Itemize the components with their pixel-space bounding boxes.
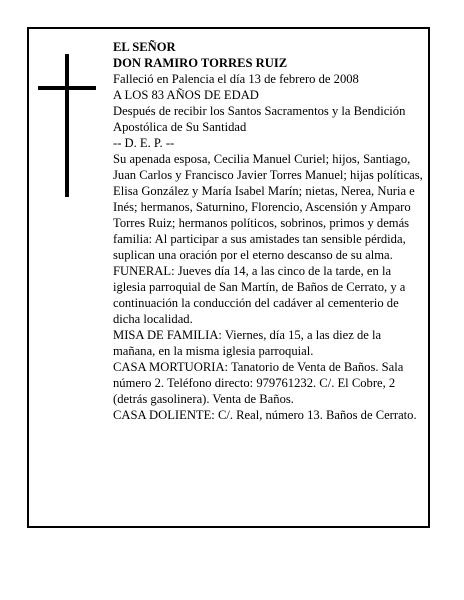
sacraments-text: Después de recibir los Santos Sacramentos y la Bendición Apostólica de Su Santidad bbox=[113, 104, 406, 134]
age-at-death: A LOS 83 AÑOS DE EDAD bbox=[113, 88, 259, 102]
family-mass-info: MISA DE FAMILIA: Viernes, día 15, a las diez de la mañana, en la misma iglesia parroquial. bbox=[113, 328, 382, 358]
mortuary-info: CASA MORTUORIA: Tanatorio de Venta de Baños. Sala número 2. Teléfono directo: 979761232. C/. El Cobre, 2 (detrás gasolinera). Venta de Baños. bbox=[113, 360, 404, 406]
title-line-1: EL SEÑOR bbox=[113, 40, 176, 54]
mourning-home-info: CASA DOLIENTE: C/. Real, número 13. Baños de Cerrato. bbox=[113, 408, 417, 422]
cross-horizontal-bar bbox=[38, 86, 96, 90]
deceased-name: DON RAMIRO TORRES RUIZ bbox=[113, 56, 288, 70]
death-date-place: Falleció en Palencia el día 13 de febrero de 2008 bbox=[113, 72, 359, 86]
funeral-info: FUNERAL: Jueves día 14, a las cinco de la tarde, en la iglesia parroquial de San Martín, de Baños de Cerrato, y a continuación la conducción del cadáver al cementerio de dicha localidad. bbox=[113, 264, 406, 326]
family-list: Su apenada esposa, Cecilia Manuel Curiel; hijos, Santiago, Juan Carlos y Francisco Javier Torres Manuel; hijas políticas, Elisa González y María Isabel Marín; nietas, Nerea, Nuria e Inés; hermanos, Saturnino, Florencio, Ascensión y Amparo Torres Ruiz; hermanos políticos, sobrinos, primos y demás familia: Al participar a sus amistades tan sensible pérdida, suplican una oración por el eterno descanso de su alma. bbox=[113, 152, 423, 262]
cross-vertical-bar bbox=[65, 54, 69, 197]
notice-text bbox=[113, 39, 423, 423]
rip-line: -- D. E. P. -- bbox=[113, 136, 175, 150]
